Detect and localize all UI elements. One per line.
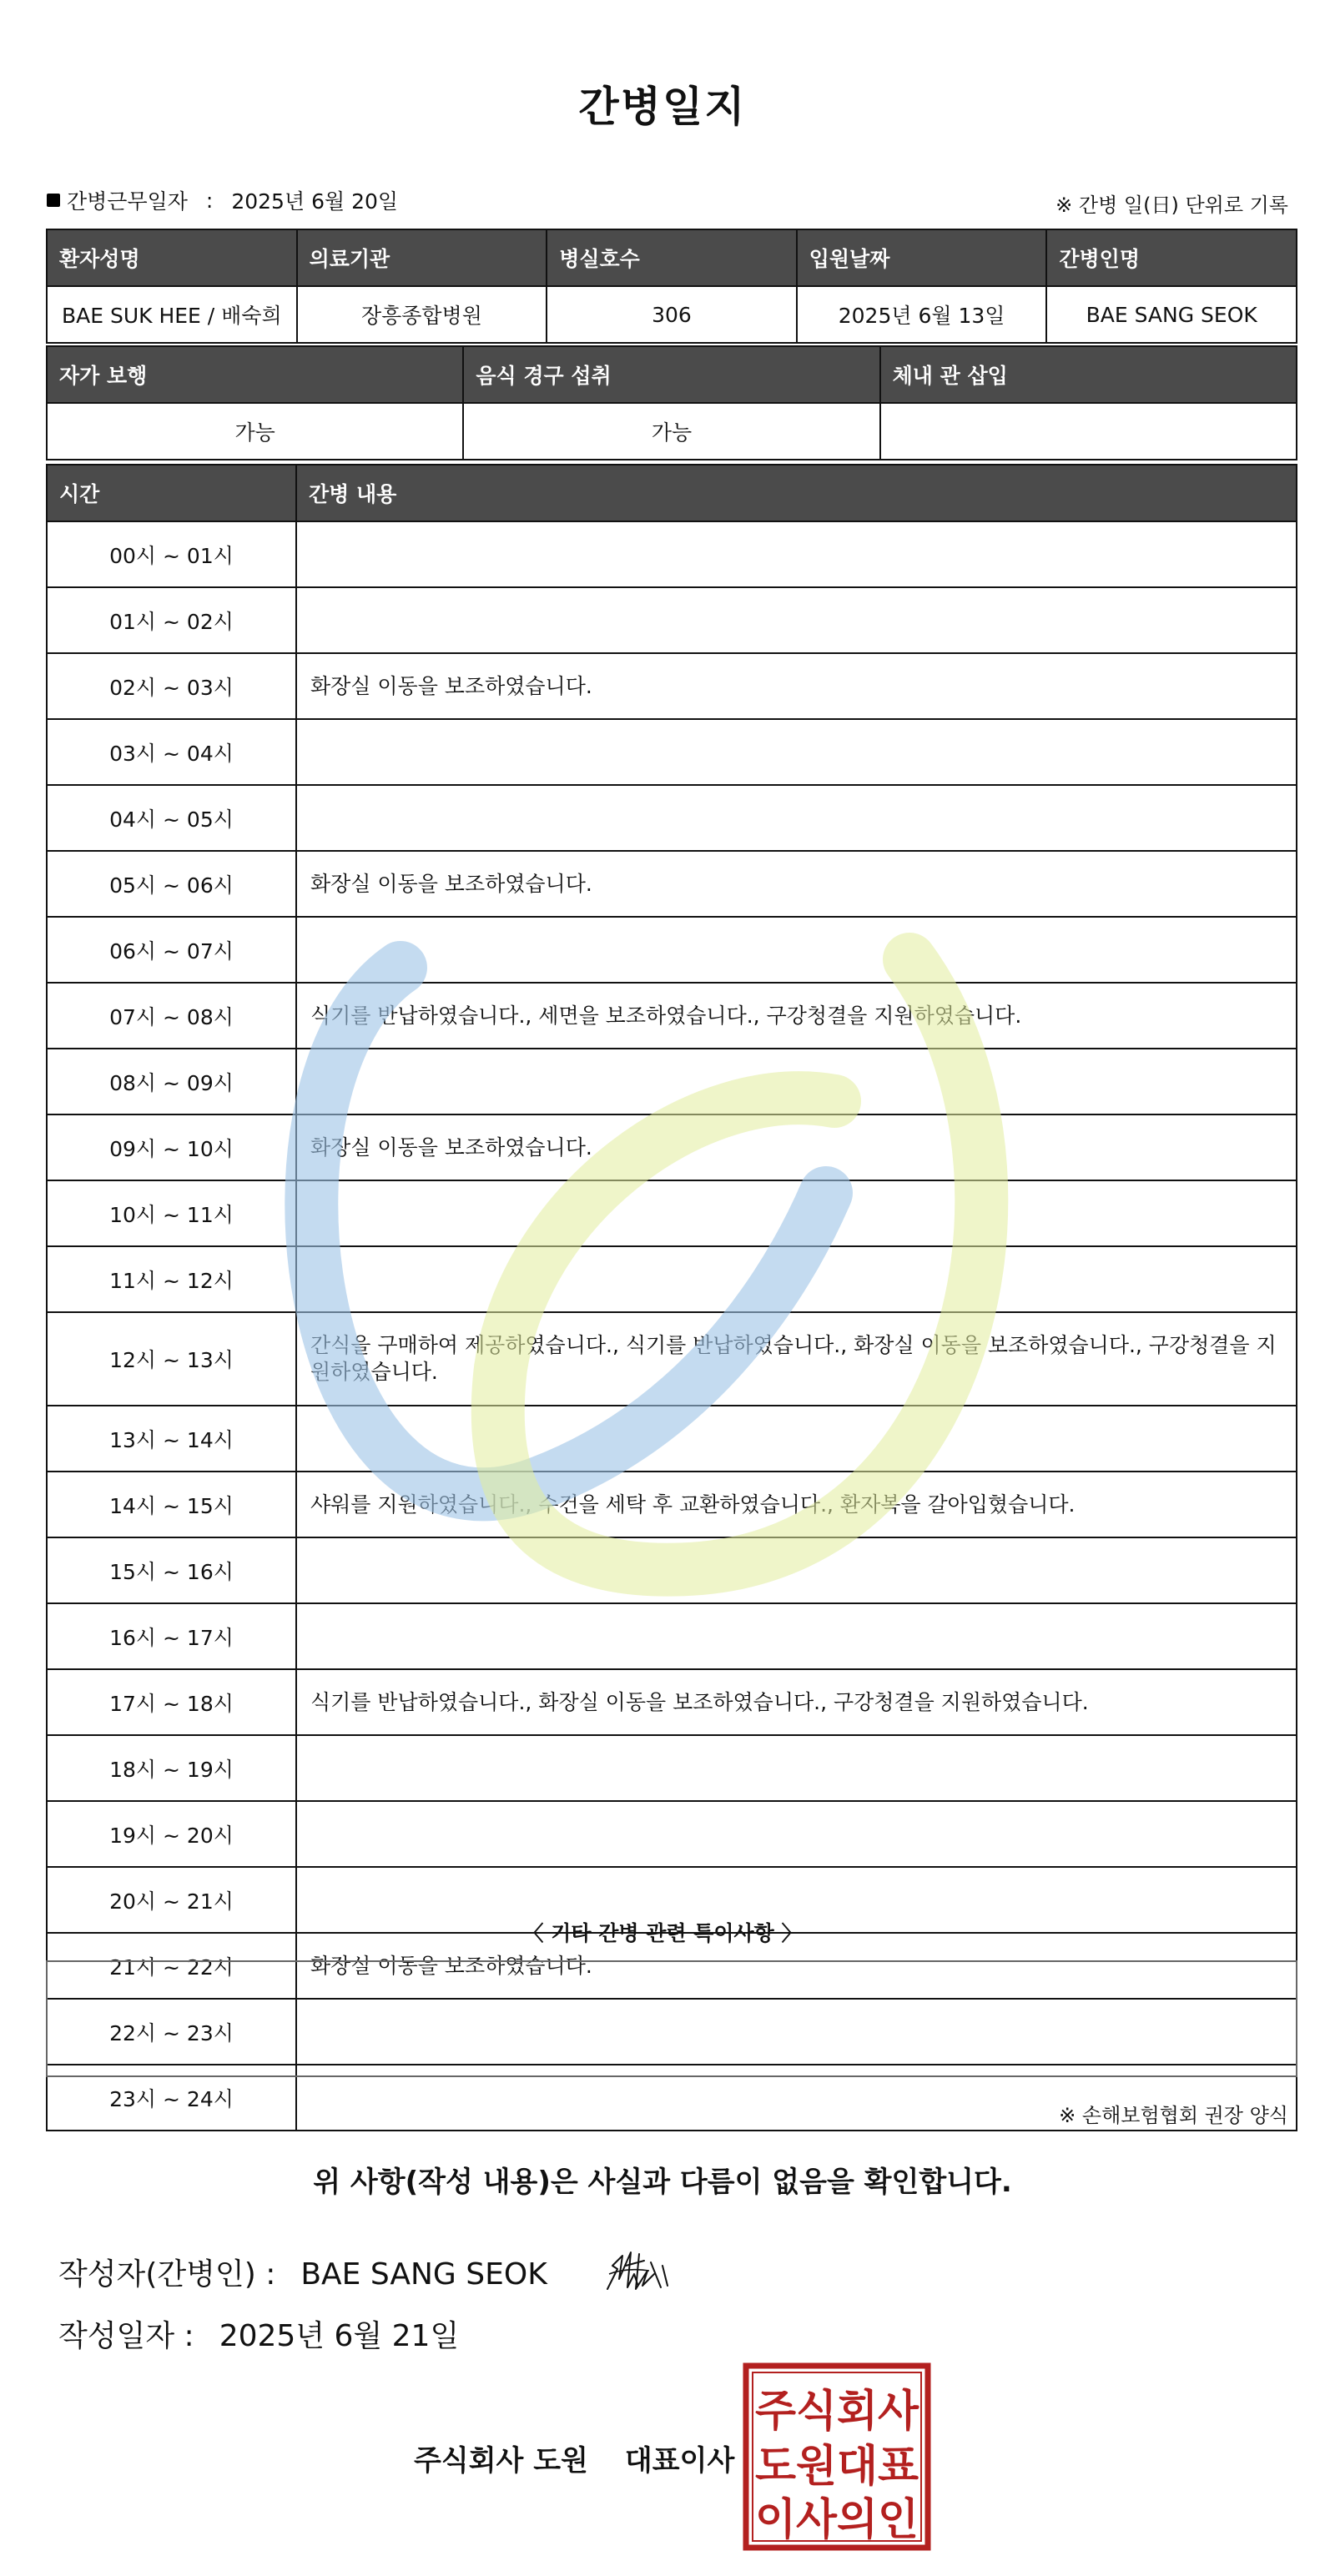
header-tube-insertion: 체내 관 삽입 <box>880 346 1297 403</box>
header-care-content: 간병 내용 <box>296 465 1297 521</box>
time-slot: 08시 ~ 09시 <box>47 1049 296 1114</box>
header-room-number: 병실호수 <box>547 229 797 286</box>
care-log-row <box>47 1049 1297 1114</box>
time-slot: 14시 ~ 15시 <box>47 1472 296 1537</box>
seal-line-3: 이사의인 <box>755 2495 919 2545</box>
association-note: ※ 손해보험협회 권장 양식 <box>1059 2104 1288 2127</box>
time-slot: 20시 ~ 21시 <box>47 1867 296 1933</box>
care-log-row <box>47 653 1297 719</box>
caregiver-name: BAE SANG SEOK <box>1046 286 1297 343</box>
company-name: 주식회사 도원 <box>414 2444 588 2478</box>
work-date-colon: : <box>205 188 214 213</box>
care-log-row <box>47 917 1297 983</box>
time-slot: 18시 ~ 19시 <box>47 1735 296 1801</box>
patient-info-table <box>46 229 1297 344</box>
care-content <box>296 917 1297 983</box>
time-slot: 21시 ~ 22시 <box>47 1933 296 1999</box>
author-label: 작성자(간병인) : <box>58 2257 276 2292</box>
unit-note: ※ 간병 일(日) 단위로 기록 <box>1055 194 1288 217</box>
room-number: 306 <box>547 286 797 343</box>
signature <box>601 2237 676 2304</box>
care-content: 화장실 이동을 보조하였습니다. <box>296 1114 1297 1180</box>
care-log-row <box>47 1801 1297 1867</box>
care-log-row <box>47 1537 1297 1603</box>
walking-value: 가능 <box>47 403 463 460</box>
time-slot: 22시 ~ 23시 <box>47 1999 296 2065</box>
time-slot: 00시 ~ 01시 <box>47 521 296 587</box>
written-date-label: 작성일자 : <box>58 2319 194 2353</box>
time-slot: 03시 ~ 04시 <box>47 719 296 785</box>
admission-date: 2025년 6월 13일 <box>797 286 1047 343</box>
time-slot: 13시 ~ 14시 <box>47 1406 296 1472</box>
time-slot: 16시 ~ 17시 <box>47 1603 296 1669</box>
care-content: 간식을 구매하여 제공하였습니다., 식기를 반납하였습니다., 화장실 이동을 보조하였습니다., 구강청결을 지원하였습니다. <box>296 1312 1297 1406</box>
work-date-value: 2025년 6월 20일 <box>231 189 399 214</box>
time-slot: 06시 ~ 07시 <box>47 917 296 983</box>
time-slot: 11시 ~ 12시 <box>47 1246 296 1312</box>
care-content <box>296 1180 1297 1246</box>
page-title: 간병일지 <box>578 83 747 131</box>
care-content <box>296 1246 1297 1312</box>
care-log-row <box>47 719 1297 785</box>
header-hospital: 의료기관 <box>297 229 547 286</box>
time-slot: 10시 ~ 11시 <box>47 1180 296 1246</box>
company-title: 대표이사 <box>624 2444 735 2478</box>
care-content <box>296 587 1297 653</box>
time-slot: 12시 ~ 13시 <box>47 1312 296 1406</box>
care-content <box>296 785 1297 851</box>
care-content <box>296 1603 1297 1669</box>
header-patient-name: 환자성명 <box>47 229 297 286</box>
care-content: 샤워를 지원하였습니다., 수건을 세탁 후 교환하였습니다., 환자복을 갈아입혔습니다. <box>296 1472 1297 1537</box>
time-slot: 05시 ~ 06시 <box>47 851 296 917</box>
time-slot: 09시 ~ 10시 <box>47 1114 296 1180</box>
header-time: 시간 <box>47 465 296 521</box>
time-slot: 01시 ~ 02시 <box>47 587 296 653</box>
header-caregiver-name: 간병인명 <box>1046 229 1297 286</box>
tube-insertion-value <box>880 403 1297 460</box>
time-slot: 04시 ~ 05시 <box>47 785 296 851</box>
time-slot: 07시 ~ 08시 <box>47 983 296 1049</box>
care-content: 식기를 반납하였습니다., 세면을 보조하였습니다., 구강청결을 지원하였습니다. <box>296 983 1297 1049</box>
time-slot: 02시 ~ 03시 <box>47 653 296 719</box>
author <box>58 2251 547 2293</box>
care-log-row <box>47 521 1297 587</box>
care-log-row <box>47 983 1297 1049</box>
time-slot: 15시 ~ 16시 <box>47 1537 296 1603</box>
hospital-name: 장흥종합병원 <box>297 286 547 343</box>
care-log-row <box>47 1312 1297 1406</box>
time-slot: 23시 ~ 24시 <box>47 2065 296 2131</box>
care-log-row <box>47 1246 1297 1312</box>
care-log-row <box>47 1603 1297 1669</box>
notes-box <box>46 1960 1297 2077</box>
time-slot: 19시 ~ 20시 <box>47 1801 296 1867</box>
care-content <box>296 1049 1297 1114</box>
patient-name: BAE SUK HEE / 배숙희 <box>47 286 297 343</box>
work-date-label: 간병근무일자 <box>67 189 188 214</box>
care-log-row <box>47 851 1297 917</box>
seal-line-1: 주식회사 <box>755 2387 919 2437</box>
care-log-row <box>47 1472 1297 1537</box>
care-log-row <box>47 1114 1297 1180</box>
written-date-value: 2025년 6월 21일 <box>219 2319 460 2353</box>
written-date <box>58 2312 459 2355</box>
header-oral-intake: 음식 경구 섭취 <box>463 346 879 403</box>
care-log-row <box>47 587 1297 653</box>
author-value: BAE SANG SEOK <box>300 2257 547 2292</box>
care-log-row <box>47 1735 1297 1801</box>
care-log-row <box>47 1669 1297 1735</box>
care-log-row <box>47 1180 1297 1246</box>
care-content: 화장실 이동을 보조하였습니다. <box>296 851 1297 917</box>
care-log-row <box>47 1406 1297 1472</box>
notes-title: 〈 기타 간병 관련 특이사항 〉 <box>522 1921 803 1945</box>
care-content <box>296 1735 1297 1801</box>
header-admission-date: 입원날짜 <box>797 229 1047 286</box>
oral-intake-value: 가능 <box>463 403 879 460</box>
care-content <box>296 1537 1297 1603</box>
time-slot: 17시 ~ 18시 <box>47 1669 296 1735</box>
care-content <box>296 521 1297 587</box>
care-content: 화장실 이동을 보조하였습니다. <box>296 653 1297 719</box>
ability-table <box>46 345 1297 460</box>
care-content <box>296 719 1297 785</box>
work-date <box>47 185 398 215</box>
care-content: 식기를 반납하였습니다., 화장실 이동을 보조하였습니다., 구강청결을 지원하였습니다. <box>296 1669 1297 1735</box>
company-seal <box>741 2361 933 2553</box>
seal-line-2: 도원대표 <box>755 2442 919 2492</box>
bullet-square-icon <box>47 194 60 207</box>
header-walking: 자가 보행 <box>47 346 463 403</box>
care-content <box>296 1801 1297 1867</box>
care-content: 화장실 이동을 보조하였습니다. <box>296 1933 1297 1999</box>
care-content <box>296 1406 1297 1472</box>
care-log-row <box>47 785 1297 851</box>
care-log-rows <box>47 521 1297 2131</box>
confirm-statement: 위 사항(작성 내용)은 사실과 다름이 없음을 확인합니다. <box>313 2166 1012 2199</box>
care-log-table <box>46 464 1297 2131</box>
company <box>414 2438 734 2478</box>
